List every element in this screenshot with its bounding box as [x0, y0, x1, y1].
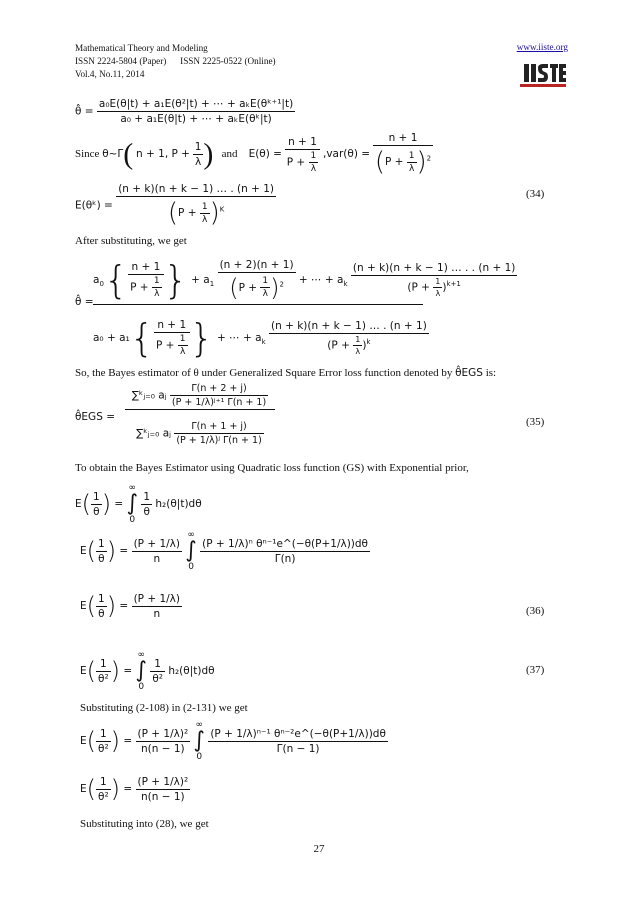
eq-substituted: θ̂ = $a_0${ n + 1 P + $\frac{1}{\lambda}$ } + $a_1$ (n + 2)(n + 1) (P + $\frac{1}{\lambda}$ )$^2$ + ⋯ + $a_k$ (n + k)(n + k − 1) … . . (n + 1) (P + $\frac{1}{\lambda}$ )$^{k+1}$ a₀ + a₁{ n + 1 P + $\frac{1}{\lambda}$ } + ⋯ + $a_k$ (n + k)(n + k − 1) … . (n + 1) (P + $\frac{1}{\lambda}$ )$^k$ — [75, 258, 516, 360]
journal-name: Mathematical Theory and Modeling — [75, 43, 208, 53]
bayes-estimator-text: So, the Bayes estimator of θ under Generalized Square Error loss function denoted by θ̂EGS is: — [75, 367, 497, 379]
after-substituting-text: After substituting, we get — [75, 235, 187, 247]
eq-theta-hat-denominator: a₀ + a₁E(θ|t) + ⋯ + aₖE(θᵏ|t) — [120, 113, 272, 125]
eq-35: θ̂EGS = ∑ᵏⱼ₌₀ aⱼ $\frac{\Gamma(n + 2 + j)}{\text{(P + 1/λ)ʲ⁺¹ Γ(n + 1)}}$ ∑ᵏⱼ₌₀ aⱼ $\frac{\Gamma(n + 1 + j)}{\text{(P + 1/λ)ʲ Γ(n + 1)}}$ — [75, 383, 275, 453]
substituting-2-108-text: Substituting (2-108) in (2-131) we get — [80, 702, 248, 714]
eq-e-inverse-theta2-result: E( $\frac{1}{\text{θ²}}$ ) = $\frac{\text{(P + 1/λ)²}}{n(n - 1)}$ — [80, 775, 189, 803]
eq-theta-hat: θ̂ = $\frac{\text{a₀E(θ|t) + a₁E(θ²|t) + ⋯ + aₖE(θᵏ⁺¹|t)}}{\text{a₀ + a₁E(θ|t) + ⋯ + aₖE(θᵏ|t)}}$ — [75, 98, 294, 125]
journal-url-link[interactable]: www.iiste.org — [516, 42, 568, 52]
since-line: Since θ~Γ( n + 1, P + $\frac{1}{\lambda}$ ) and E(θ) = n + 1 P + $\frac{1}{\lambda}$ ,var(θ) = n + 1 (P + $\frac{1}{\lambda}$ )$^2$ — [75, 132, 432, 177]
volume-line: Vol.4, No.11, 2014 — [75, 69, 145, 79]
eq-35-number: (35) — [526, 416, 545, 428]
iiste-logo — [520, 60, 566, 88]
page-number: 27 — [313, 843, 325, 855]
issn-line: ISSN 2224-5804 (Paper) ISSN 2225-0522 (Online) — [75, 56, 276, 66]
substituting-28-text: Substituting into (28), we get — [80, 818, 209, 830]
eq-36-number: (36) — [526, 605, 545, 617]
eq-theta-hat-numerator: a₀E(θ|t) + a₁E(θ²|t) + ⋯ + aₖE(θᵏ⁺¹|t) — [98, 98, 294, 110]
eq-e-inverse-theta-expanded: E( $\frac{1}{\theta}$ ) = $\frac{(P + 1/\lambda)}{n}$ ∞ ∫ 0 $\frac{\text{(P + 1/λ)ⁿ θⁿ⁻¹e\textasciicircum{}(−θ(P+1/λ))dθ}}{\Gamma(n)}$ — [80, 530, 368, 572]
eq-37-number: (37) — [526, 664, 545, 676]
eq-36: E( $\frac{1}{\theta}$ ) = $\frac{(P + 1/\lambda)}{n}$ — [80, 592, 180, 620]
eq-e-inverse-theta: E( $\frac{1}{\theta}$ ) = ∞ ∫ 0 $\frac{1}{\theta}$ h₂(θ|t)dθ — [75, 483, 202, 525]
journal-header — [75, 42, 276, 81]
eq-e-inverse-theta2-expanded: E( $\frac{1}{\text{θ²}}$ ) = $\frac{\text{(P + 1/λ)²}}{n(n - 1)}$ ∞ ∫ 0 $\frac{\text{(P + 1/λ)ⁿ⁻¹ θⁿ⁻²e\textasciicircum{}(−θ(P+1/λ))dθ}}{\Gamma(n - 1)}$ — [80, 720, 386, 762]
eq-34-number: (34) — [526, 188, 545, 200]
quadratic-loss-text: To obtain the Bayes Estimator using Quadratic loss function (GS) with Exponential prior, — [75, 462, 469, 474]
eq-34: E(θᵏ) = (n + k)(n + k − 1) … . (n + 1) (P + $\frac{1}{\lambda}$ )$^K$ — [75, 183, 275, 228]
eq-37: E( $\frac{1}{\text{θ²}}$ ) = ∞ ∫ 0 $\frac{1}{\text{θ²}}$ h₂(θ|t)dθ — [80, 650, 215, 692]
